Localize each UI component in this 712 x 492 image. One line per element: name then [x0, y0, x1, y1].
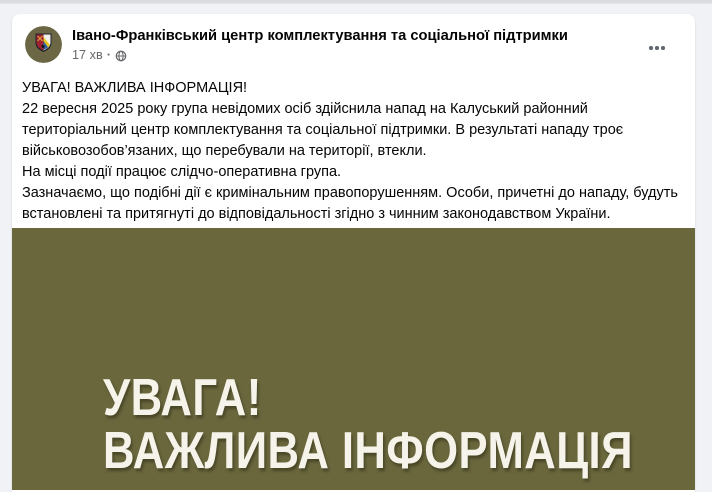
globe-icon [115, 50, 127, 62]
military-crest-avatar-icon [25, 26, 62, 63]
avatar[interactable] [25, 26, 62, 63]
post-menu-button[interactable] [641, 36, 673, 60]
post-card [12, 14, 695, 492]
post-paragraph: УВАГА! ВАЖЛИВА ІНФОРМАЦІЯ! [22, 80, 248, 96]
author-name[interactable]: Івано-Франківський центр комплектування та соціальної підтримки [72, 28, 568, 44]
post-paragraph: 22 вересня 2025 року група невідомих осіб здійснила напад на Калуський районний територіальний центр комплектування та соціальної підтримки. В результаті нападу троє військовозобов’язаних, що перебували на території, втекли. [22, 101, 624, 159]
page-top-divider [0, 0, 712, 4]
image-slogan-text [103, 369, 633, 480]
post-paragraph: На місці події працює слідчо-оперативна група. [22, 164, 342, 180]
post-header-text [72, 26, 568, 64]
post-meta [72, 47, 568, 64]
timestamp[interactable]: 17 хв [72, 48, 103, 62]
post-paragraph: Зазначаємо, що подібні дії є кримінальним правопорушенням. Особи, причетні до нападу, будуть встановлені та притягнуті до відповідальності згідно з чинним законодавством України. [22, 185, 678, 222]
meta-separator: · [106, 48, 111, 62]
image-slogan-line1: УВАГА! [103, 369, 262, 427]
image-slogan-line2: ВАЖЛИВА ІНФОРМАЦІЯ [103, 422, 633, 480]
post-text [22, 78, 685, 225]
post-header [12, 14, 695, 64]
ellipsis-icon [661, 46, 665, 50]
post-image[interactable] [12, 228, 695, 490]
ellipsis-icon [655, 46, 659, 50]
ellipsis-icon [649, 46, 653, 50]
